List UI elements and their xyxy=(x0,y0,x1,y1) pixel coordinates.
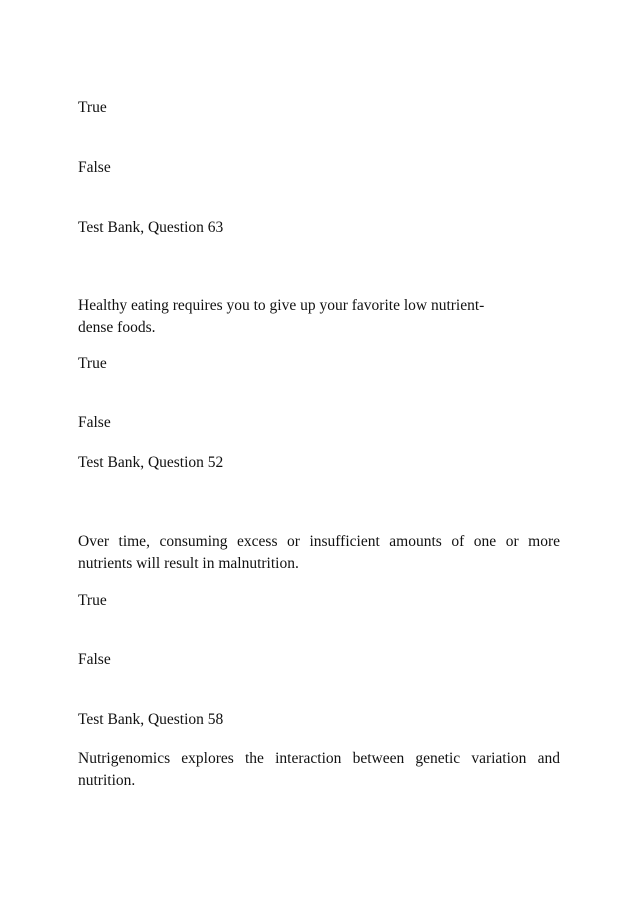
answer-option-true: True xyxy=(78,592,107,609)
question-text: Healthy eating requires you to give up your favorite low nutrient- dense foods. xyxy=(78,297,485,336)
question-reference: Test Bank, Question 58 xyxy=(78,711,224,728)
answer-option-false: False xyxy=(78,414,111,431)
answer-option-false: False xyxy=(78,651,111,668)
question-reference: Test Bank, Question 63 xyxy=(78,219,224,236)
question-reference: Test Bank, Question 52 xyxy=(78,454,224,471)
question-text: Over time, consuming excess or insufficient amounts of one or more nutrients will result in malnutrition. xyxy=(78,533,560,572)
answer-option-false: False xyxy=(78,159,111,176)
question-text: Nutrigenomics explores the interaction between genetic variation and nutrition. xyxy=(78,750,560,789)
answer-option-true: True xyxy=(78,99,107,116)
answer-option-true: True xyxy=(78,355,107,372)
